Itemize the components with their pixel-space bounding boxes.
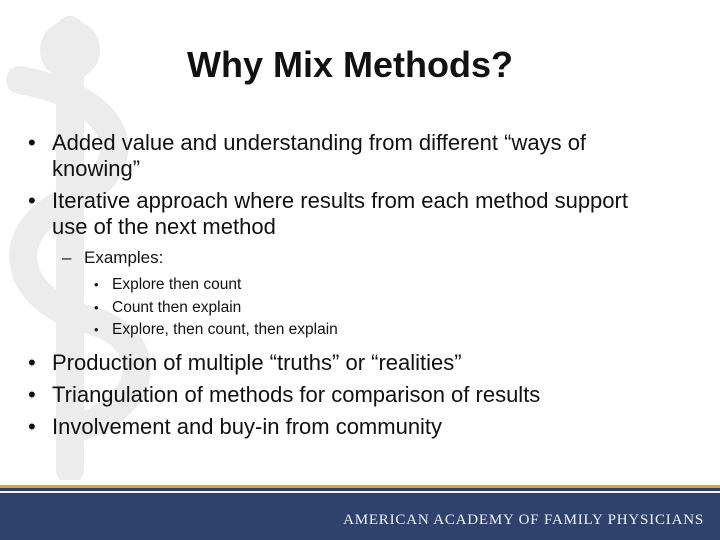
dash-marker: – xyxy=(62,248,72,267)
bullet-item xyxy=(26,414,666,440)
bullet-marker: • xyxy=(28,413,36,439)
bullet-item xyxy=(26,130,666,182)
bullet-marker: • xyxy=(28,381,36,407)
bullet-item xyxy=(26,350,666,376)
bullet-marker: • xyxy=(94,277,99,292)
example-text: Explore then count xyxy=(112,276,242,293)
sub-bullet-text: Examples: xyxy=(84,248,164,267)
sub-bullet-item xyxy=(26,248,666,268)
example-item xyxy=(26,319,666,342)
bullet-marker: • xyxy=(28,188,36,213)
bullet-list xyxy=(26,130,666,446)
example-item xyxy=(26,274,666,297)
example-item xyxy=(26,297,666,320)
bullet-marker: • xyxy=(28,130,36,155)
example-text: Explore, then count, then explain xyxy=(112,321,338,338)
bullet-text: Production of multiple “truths” or “realities” xyxy=(52,349,462,375)
bullet-text: Added value and understanding from different “ways of knowing” xyxy=(52,130,587,181)
bullet-marker: • xyxy=(28,349,36,375)
bullet-text: Iterative approach where results from each method support use of the next method xyxy=(52,188,628,239)
bullet-item xyxy=(26,188,666,240)
bullet-marker: • xyxy=(94,322,99,337)
example-text: Count then explain xyxy=(112,298,242,316)
bullet-item xyxy=(26,382,666,408)
footer-bar xyxy=(0,485,720,540)
bullet-text: Triangulation of methods for comparison of results xyxy=(52,381,541,407)
bullet-text: Involvement and buy-in from community xyxy=(52,413,443,439)
footer-divider xyxy=(0,491,720,493)
slide-title: Why Mix Methods? xyxy=(187,44,513,85)
organization-logo: AMERICAN ACADEMY OF FAMILY PHYSICIANS xyxy=(343,512,704,528)
bullet-marker: • xyxy=(94,299,99,315)
